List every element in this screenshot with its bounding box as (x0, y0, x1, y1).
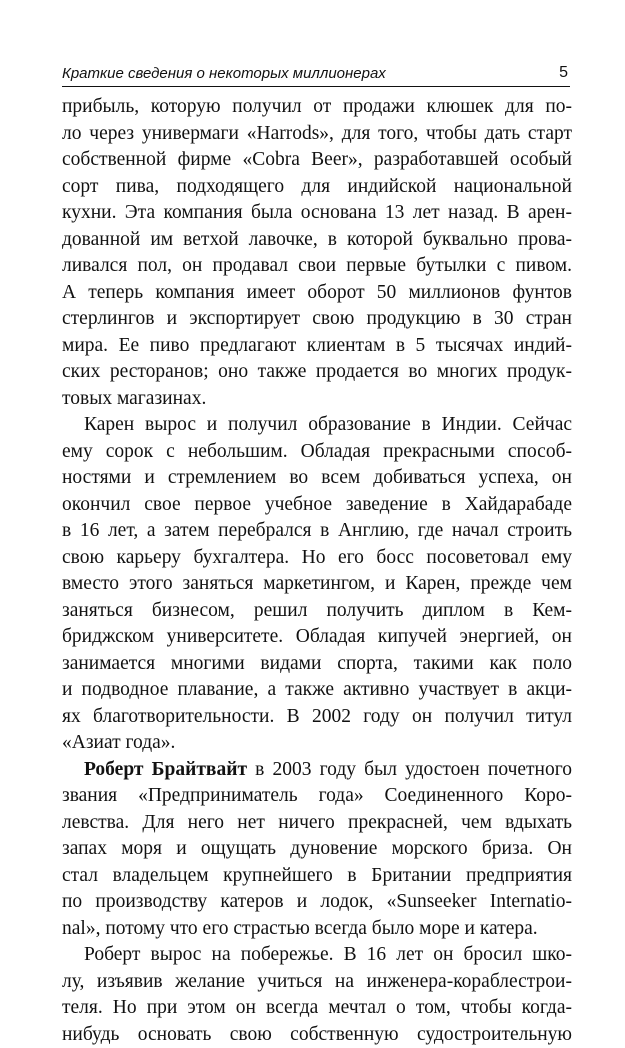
text-line: окончил свое первое учебное заведение в Хайдарабаде (62, 492, 572, 519)
paragraph-2 (62, 412, 572, 757)
text-line: ло через универмаги «Harrods», для того, чтобы дать старт (62, 121, 572, 148)
text-line: стерлингов и экспортирует свою продукцию в 30 стран (62, 306, 572, 333)
text-line: дованной им ветхой лавочке, в которой буквально прова- (62, 227, 572, 254)
text-line: ностями и стремлением во всем добиваться успеха, он (62, 465, 572, 492)
text-line: лу, изъявив желание учиться на инженера-кораблестрои- (62, 969, 572, 996)
text-line: ских ресторанов; оно также продается во многих продук- (62, 359, 572, 386)
paragraph-4 (62, 942, 572, 1048)
text-line: и подводное плавание, а также активно участвует в акци- (62, 677, 572, 704)
text-line: nal», потому что его страстью всегда было море и катера. (62, 916, 572, 943)
text-line (62, 757, 572, 784)
text-line: «Азиат года». (62, 730, 572, 757)
running-head (62, 56, 570, 82)
paragraph-3 (62, 757, 572, 943)
text-line: по производству катеров и лодок, «Sunseeker Internatio- (62, 889, 572, 916)
text-line: бриджском университете. Обладая кипучей энергией, он (62, 624, 572, 651)
paragraph-1 (62, 94, 572, 412)
text-line: теля. Но при этом он всегда мечтал о том, чтобы когда- (62, 995, 572, 1022)
text-line: левства. Для него нет ничего прекрасней, чем вдыхать (62, 810, 572, 837)
body-text (62, 94, 572, 1048)
text-line: запах моря и ощущать дуновение морского бриза. Он (62, 836, 572, 863)
text-line: собственной фирме «Cobra Beer», разработавшей особый (62, 147, 572, 174)
text-line: Карен вырос и получил образование в Индии. Сейчас (62, 412, 572, 439)
text-line: заняться бизнесом, решил получить диплом в Кем- (62, 598, 572, 625)
header-rule (62, 86, 570, 87)
text-line: ему сорок с небольшим. Обладая прекрасными способ- (62, 439, 572, 466)
text-line: товых магазинах. (62, 386, 572, 413)
running-title: Краткие сведения о некоторых миллионерах (62, 65, 386, 82)
text-line: нибудь основать свою собственную судостроительную (62, 1022, 572, 1048)
text-line: стал владельцем крупнейшего в Британии предприятия (62, 863, 572, 890)
text-line: в 16 лет, а затем перебрался в Англию, где начал строить (62, 518, 572, 545)
text-line: занимается многими видами спорта, такими как поло (62, 651, 572, 678)
page-number: 5 (559, 64, 570, 82)
text-line: А теперь компания имеет оборот 50 миллионов фунтов (62, 280, 572, 307)
bold-name: Роберт Брайтвайт (84, 759, 247, 780)
text-line: прибыль, которую получил от продажи клюшек для по- (62, 94, 572, 121)
text-line: ливался пол, он продавал свои первые бутылки с пивом. (62, 253, 572, 280)
text-line: ях благотворительности. В 2002 году он получил титул (62, 704, 572, 731)
text-line: мира. Ее пиво предлагают клиентам в 5 тысячах индий- (62, 333, 572, 360)
text-line: звания «Предприниматель года» Соединенного Коро- (62, 783, 572, 810)
text-line-rest: в 2003 году был удостоен почетного (247, 759, 572, 780)
text-line: вместо этого заняться маркетингом, и Карен, прежде чем (62, 571, 572, 598)
text-line: Роберт вырос на побережье. В 16 лет он бросил шко- (62, 942, 572, 969)
text-line: кухни. Эта компания была основана 13 лет назад. В арен- (62, 200, 572, 227)
text-line: сорт пива, подходящего для индийской национальной (62, 174, 572, 201)
text-line: свою карьеру бухгалтера. Но его босс посоветовал ему (62, 545, 572, 572)
